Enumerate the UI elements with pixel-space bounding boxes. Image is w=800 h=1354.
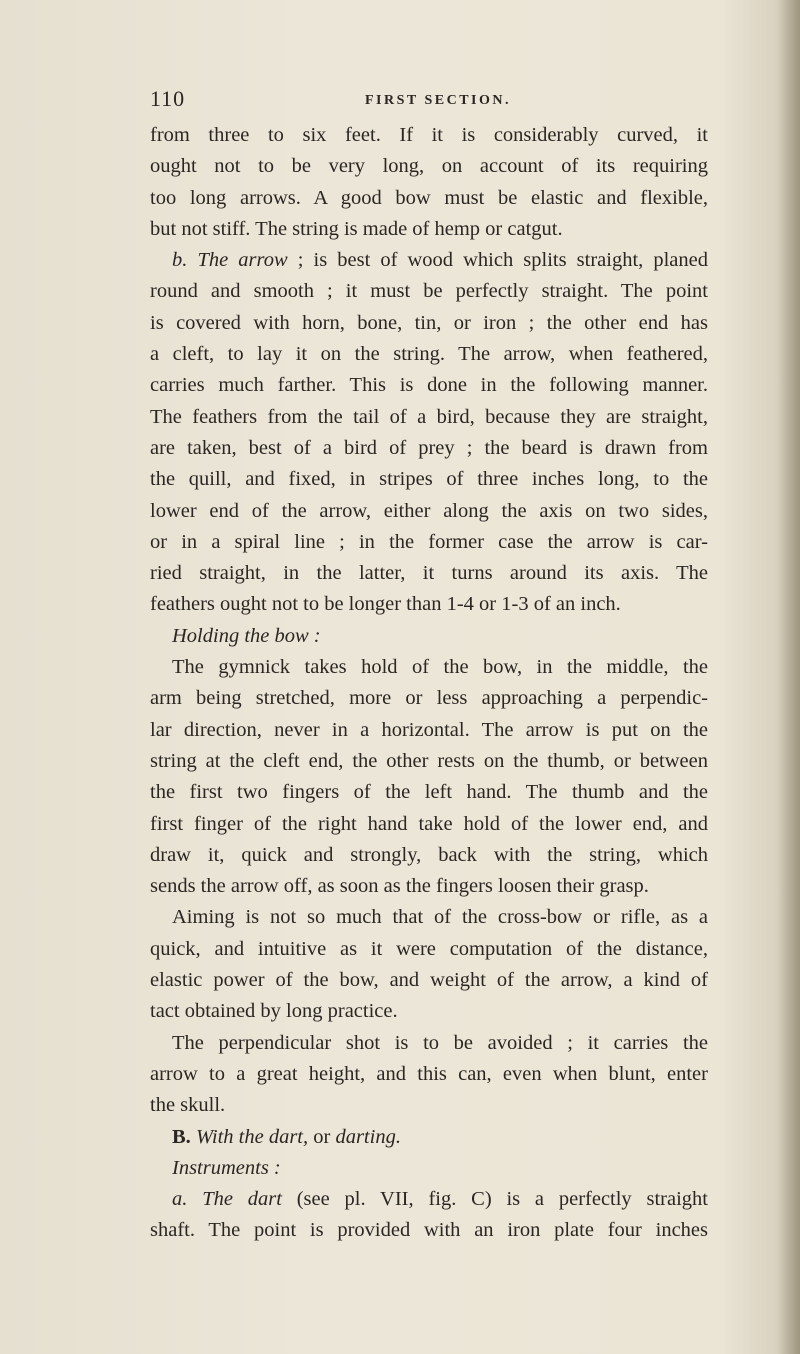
- text-line: from three to six feet. If it is considerably curved, it: [150, 124, 708, 146]
- text-line: elastic power of the bow, and weight of the arrow, a kind of: [150, 969, 708, 992]
- text-line: The gymnick takes hold of the bow, in the middle, the: [172, 656, 708, 679]
- text-line: lar direction, never in a horizontal. The arrow is put on the: [150, 718, 708, 741]
- subheading: Instruments :: [172, 1156, 281, 1179]
- text-line: b. The arrow ; is best of wood which splits straight, planed: [172, 249, 709, 272]
- text-line: quick, and intuitive as it were computation of the distance,: [150, 937, 708, 960]
- text-line: arrow to a great height, and this can, even when blunt, enter: [150, 1062, 708, 1085]
- text-line: The feathers from the tail of a bird, because they are straight,: [150, 405, 708, 428]
- section-heading: B. With the dart, or darting.: [172, 1125, 401, 1148]
- text-line: ried straight, in the latter, it turns around its axis. The: [150, 562, 708, 585]
- text-line: draw it, quick and strongly, back with the string, which: [150, 843, 708, 866]
- text-line: is covered with horn, bone, tin, or iron ; the other end has: [150, 311, 708, 334]
- text-line: The perpendicular shot is to be avoided ; it carries the: [172, 1031, 708, 1054]
- page-header: [150, 86, 710, 116]
- text-line: sends the arrow off, as soon as the fingers loosen their grasp.: [150, 875, 649, 898]
- text-line: round and smooth ; it must be perfectly straight. The point: [150, 280, 708, 303]
- text-line: a cleft, to lay it on the string. The arrow, when feathered,: [150, 343, 708, 366]
- text-line: too long arrows. A good bow must be elastic and flexible,: [150, 186, 708, 209]
- text-line: first finger of the right hand take hold of the lower end, and: [150, 812, 708, 835]
- text-line: a. The dart (see pl. VII, fig. C) is a perfectly straight: [172, 1188, 708, 1211]
- text-line: ought not to be very long, on account of its requiring: [150, 155, 708, 178]
- body-text: [150, 120, 708, 1247]
- text-line: the first two fingers of the left hand. The thumb and the: [150, 781, 708, 804]
- page-number: 110: [150, 86, 186, 111]
- text-line: the skull.: [150, 1094, 226, 1117]
- text-line: lower end of the arrow, either along the axis on two sides,: [150, 499, 708, 522]
- text-line: string at the cleft end, the other rests on the thumb, or between: [150, 749, 708, 772]
- text-line: but not stiff. The string is made of hemp or catgut.: [150, 217, 563, 240]
- subheading: Holding the bow :: [172, 624, 321, 647]
- text-line: Aiming is not so much that of the cross-bow or rifle, as a: [172, 906, 708, 929]
- page-edge-shadow: [778, 0, 800, 1354]
- text-line: feathers ought not to be longer than 1-4 or 1-3 of an inch.: [150, 593, 621, 616]
- text-line: or in a spiral line ; in the former case the arrow is car-: [150, 530, 708, 553]
- text-line: carries much farther. This is done in the following manner.: [150, 374, 708, 397]
- text-line: shaft. The point is provided with an iron plate four inches: [150, 1219, 708, 1242]
- text-line: the quill, and fixed, in stripes of three inches long, to the: [150, 468, 708, 491]
- text-line: are taken, best of a bird of prey ; the beard is drawn from: [150, 436, 708, 459]
- text-line: tact obtained by long practice.: [150, 1000, 398, 1023]
- running-title: FIRST SECTION.: [365, 93, 512, 108]
- text-line: arm being stretched, more or less approaching a perpendic-: [150, 687, 708, 710]
